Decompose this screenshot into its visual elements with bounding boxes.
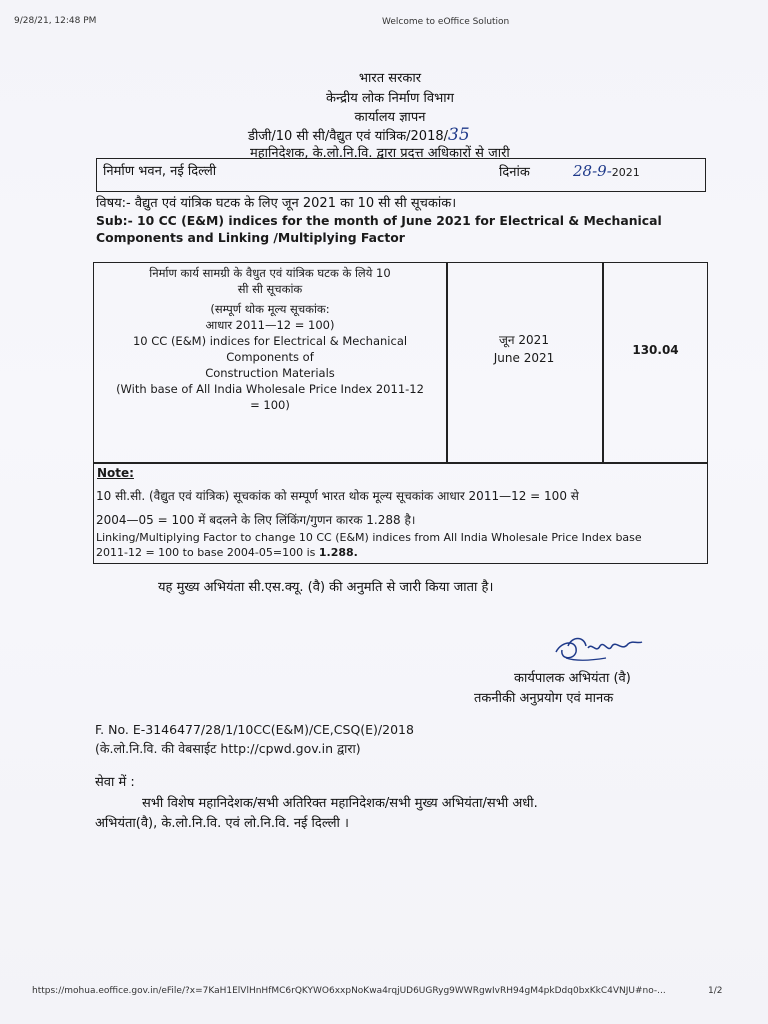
print-page-title: Welcome to eOffice Solution — [382, 17, 510, 27]
issued-authority: महानिदेशक, के.लो.नि.वि. द्वारा प्रदत्त अधिकारों से जारी — [250, 146, 510, 161]
date-value — [573, 161, 640, 180]
note-label: Note: — [97, 466, 134, 480]
date-year: 2021 — [611, 166, 640, 179]
table-description-cell — [94, 265, 446, 413]
desc-hindi-3: (सम्पूर्ण थोक मूल्य सूचकांक: — [210, 302, 330, 316]
print-page-number: 1/2 — [708, 986, 723, 996]
note-box — [93, 462, 708, 564]
desc-hindi-4: आधार 2011—12 = 100) — [205, 318, 335, 332]
note-english-2-prefix: 2011-12 = 100 to base 2004-05=100 is — [96, 546, 319, 559]
month-hindi: जून 2021 — [499, 333, 549, 347]
website-line: (के.लो.नि.वि. की वेबसाईट http://cpwd.gov.in द्वारा) — [95, 741, 361, 756]
reference-number — [248, 125, 470, 145]
index-table — [93, 262, 708, 464]
subject-english-line2: Components and Linking /Multiplying Factor — [96, 230, 405, 245]
desc-en-4: (With base of All India Wholesale Price Index 2011-12 — [116, 382, 424, 396]
note-hindi-1: 10 सी.सी. (वैद्युत एवं यांत्रिक) सूचकांक को सम्पूर्ण भारत थोक मूल्य सूचकांक आधार 2011—12 = 100 से — [96, 489, 579, 503]
note-hindi-2: 2004—05 = 100 में बदलने के लिए लिंकिंग/गुणन कारक 1.288 है। — [96, 513, 416, 527]
note-english-1: Linking/Multiplying Factor to change 10 CC (E&M) indices from All India Wholesale Price Index base — [96, 531, 642, 544]
date-label: दिनांक — [499, 165, 530, 180]
desc-en-2: Components of — [226, 350, 314, 364]
date-handwritten: 28-9- — [573, 162, 612, 180]
subject-hindi: विषय:- वैद्युत एवं यांत्रिक घटक के लिए जून 2021 का 10 सी सी सूचकांक। — [96, 196, 457, 211]
table-divider-2 — [602, 263, 604, 463]
recipients-line2: अभियंता(वै), के.लो.नि.वि. एवं लो.नि.वि. नई दिल्ली । — [95, 816, 349, 831]
desc-en-1: 10 CC (E&M) indices for Electrical & Mechanical — [132, 334, 408, 348]
to-label: सेवा में : — [95, 775, 135, 790]
place-text: निर्माण भवन, नई दिल्ली — [103, 164, 217, 179]
subject-english-line1: Sub:- 10 CC (E&M) indices for the month of June 2021 for Electrical & Mechanical — [96, 213, 662, 228]
reference-prefix: डीजी/10 सी सी/वैद्युत एवं यांत्रिक/2018/ — [248, 129, 448, 144]
office-memorandum: कार्यालय ज्ञापन — [354, 110, 426, 125]
recipients-line1: सभी विशेष महानिदेशक/सभी अतिरिक्त महानिदेशक/सभी मुख्य अभियंता/सभी अधी. — [142, 796, 538, 811]
month-english: June 2021 — [493, 351, 555, 365]
desc-en-5: = 100) — [250, 398, 290, 412]
desc-en-3: Construction Materials — [205, 366, 335, 380]
print-url: https://mohua.eoffice.gov.in/eFile/?x=7KaH1ElVlHnHfMC6rQKYWO6xxpNoKwa4rqjUD6UGRyg9WWRgwIvRH94gM4pkDdq0bxKkC4VNJU#no-... — [32, 986, 666, 996]
desc-hindi-1: निर्माण कार्य सामग्री के वैधुत एवं यांत्रिक घटक के लिये 10 — [149, 266, 391, 280]
print-timestamp: 9/28/21, 12:48 PM — [14, 16, 97, 26]
index-value: 130.04 — [632, 343, 679, 357]
cpwd-name: केन्द्रीय लोक निर्माण विभाग — [326, 91, 454, 106]
reference-handwritten: 35 — [448, 125, 470, 145]
signatory-title: कार्यपालक अभियंता (वै) — [514, 671, 631, 686]
desc-hindi-2: सी सी सूचकांक — [237, 282, 303, 296]
note-factor-value: 1.288. — [318, 546, 358, 559]
signature-mark — [548, 632, 648, 666]
note-english-2 — [96, 546, 358, 559]
table-month-cell — [446, 331, 602, 367]
signatory-department: तकनीकी अनुप्रयोग एवं मानक — [474, 691, 614, 706]
file-number: F. No. E-3146477/28/1/10CC(E&M)/CE,CSQ(E)/2018 — [95, 722, 414, 737]
release-statement: यह मुख्य अभियंता सी.एस.क्यू. (वै) की अनुमति से जारी किया जाता है। — [158, 580, 494, 595]
place-date-box — [96, 158, 706, 192]
govt-of-india: भारत सरकार — [358, 71, 422, 86]
